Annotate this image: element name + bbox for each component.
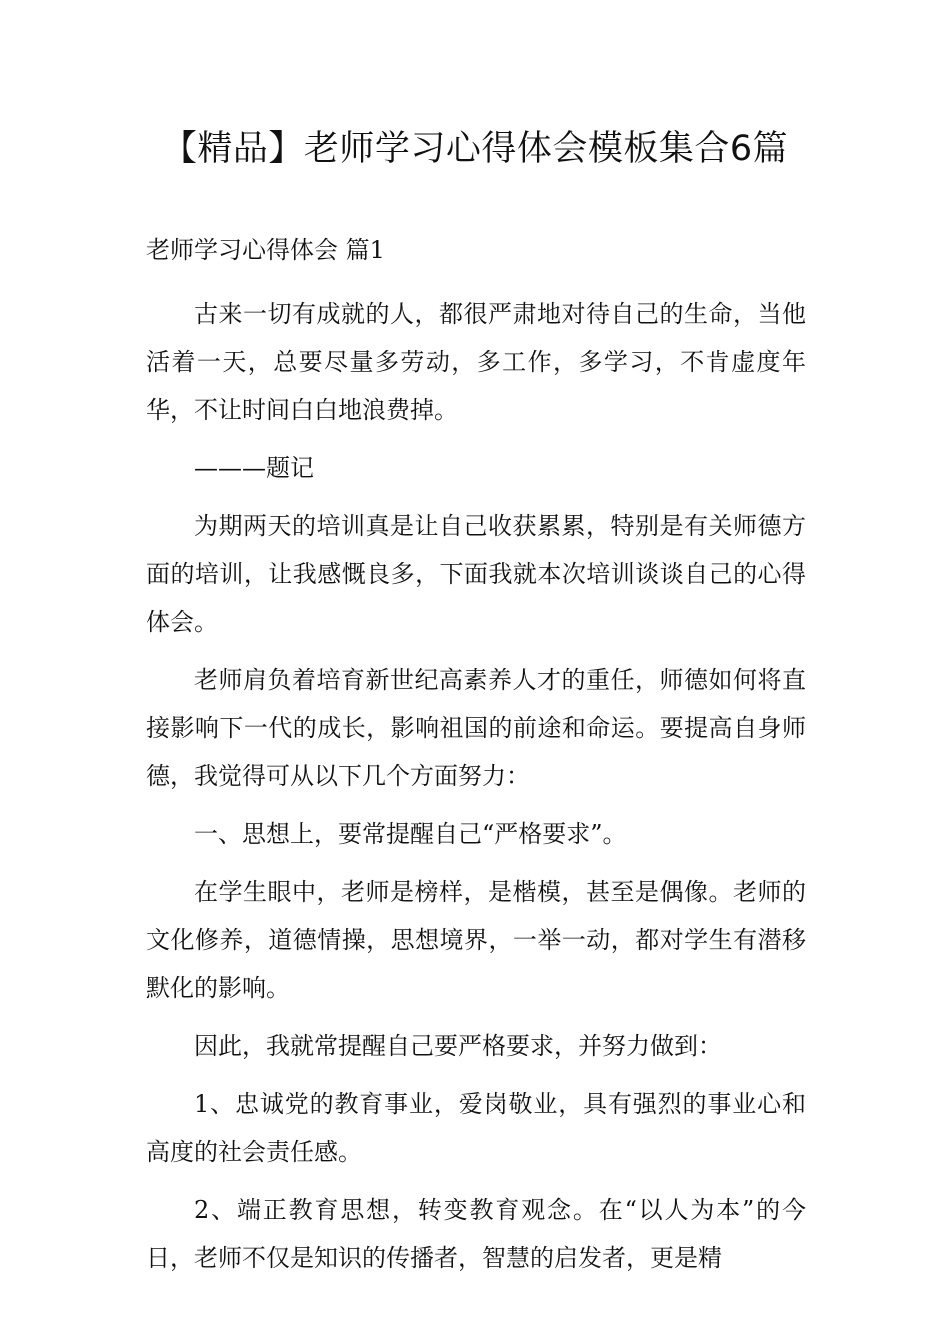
document-body [146, 228, 806, 1292]
paragraph-item-2: 2、端正教育思想，转变教育观念。在“以人为本”的今日，老师不仅是知识的传播者，智慧的启发者，更是精 [146, 1196, 806, 1272]
paragraph-strict-requirements: 因此，我就常提醒自己要严格要求，并努力做到： [194, 1032, 722, 1060]
paragraph-point-one-heading: 一、思想上，要常提醒自己“严格要求”。 [194, 820, 627, 848]
document-title: 【精品】老师学习心得体会模板集合6篇 [161, 129, 789, 169]
paragraph-role-model: 在学生眼中，老师是榜样，是楷模，甚至是偶像。老师的文化修养，道德情操，思想境界，一举一动，都对学生有潜移默化的影响。 [146, 878, 806, 1002]
paragraph-training-intro: 为期两天的培训真是让自己收获累累，特别是有关师德方面的培训，让我感慨良多，下面我就本次培训谈谈自己的心得体会。 [146, 512, 806, 636]
paragraph-epigraph-attribution: ———题记 [194, 454, 314, 482]
paragraph-epigraph: 古来一切有成就的人，都很严肃地对待自己的生命，当他活着一天，总要尽量多劳动，多工作，多学习，不肯虚度年华，不让时间白白地浪费掉。 [146, 300, 806, 424]
paragraph-teacher-responsibility: 老师肩负着培育新世纪高素养人才的重任，师德如何将直接影响下一代的成长，影响祖国的前途和命运。要提高自身师德，我觉得可从以下几个方面努力： [146, 666, 806, 790]
paragraph-item-1: 1、忠诚党的教育事业，爱岗敬业，具有强烈的事业心和高度的社会责任感。 [146, 1090, 806, 1166]
section-heading: 老师学习心得体会 篇1 [146, 236, 385, 264]
